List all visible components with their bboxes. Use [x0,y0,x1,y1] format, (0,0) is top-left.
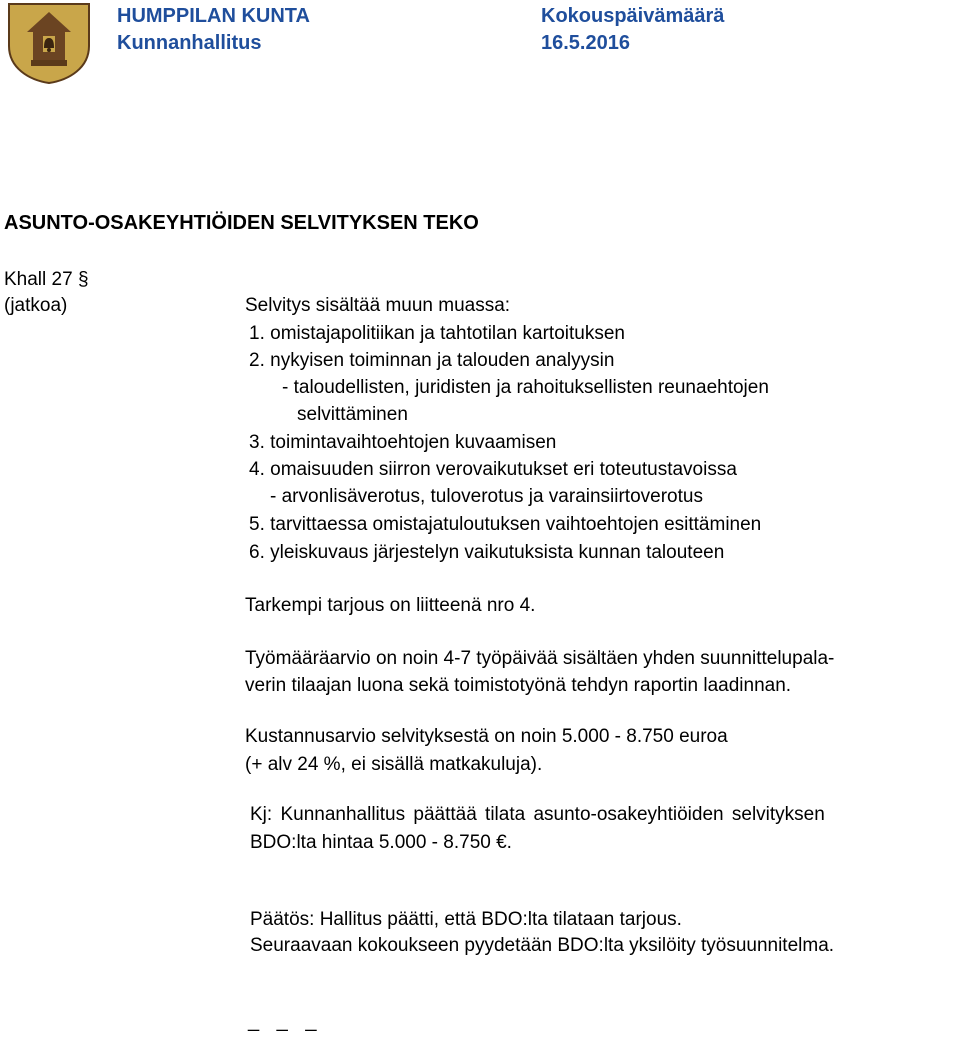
list-item: - taloudellisten, juridisten ja rahoituksellisten reunaehtojen [282,377,769,398]
intro-text: Selvitys sisältää muun muassa: [245,295,511,316]
offer-note: Tarkempi tarjous on liitteenä nro 4. [245,595,536,616]
meeting-date-label: Kokouspäivämäärä [541,5,725,27]
list-item: 5. tarvittaessa omistajatuloutuksen vaihtoehtojen esittäminen [249,514,762,535]
coat-of-arms-logo [7,2,91,84]
footer-separator: _ _ _ [248,1010,323,1032]
meeting-date: 16.5.2016 [541,32,630,54]
cost-line: (+ alv 24 %, ei sisällä matkakuluja). [245,754,543,775]
proposal-line: BDO:lta hintaa 5.000 - 8.750 €. [250,832,512,853]
list-item: 4. omaisuuden siirron verovaikutukset eri toteutustavoissa [249,459,737,480]
list-item: 3. toimintavaihtoehtojen kuvaamisen [249,432,557,453]
workload-line: verin tilaajan luona sekä toimistotyönä tehdyn raportin laadinnan. [245,675,792,696]
list-item: selvittäminen [297,404,408,425]
list-item: - arvonlisäverotus, tuloverotus ja varainsiirtoverotus [270,486,703,507]
list-item: 6. yleiskuvaus järjestelyn vaikutuksista kunnan talouteen [249,542,725,563]
proposal-line: Kj: Kunnanhallitus päättää tilata asunto-osakeyhtiöiden selvityksen [250,804,825,825]
continued-note: (jatkoa) [4,295,68,316]
decision-line: Päätös: Hallitus päätti, että BDO:lta tilataan tarjous. [250,909,682,930]
board-name: Kunnanhallitus [117,32,262,54]
workload-line: Työmääräarvio on noin 4-7 työpäivää sisältäen yhden suunnittelupala- [245,648,835,669]
document-title: ASUNTO-OSAKEYHTIÖIDEN SELVITYKSEN TEKO [4,212,479,234]
organization-name: HUMPPILAN KUNTA [117,5,310,27]
cost-line: Kustannusarvio selvityksestä on noin 5.000 - 8.750 euroa [245,726,728,747]
list-item: 1. omistajapolitiikan ja tahtotilan kartoituksen [249,323,625,344]
list-item: 2. nykyisen toiminnan ja talouden analyysin [249,350,615,371]
decision-line: Seuraavaan kokoukseen pyydetään BDO:lta yksilöity työsuunnitelma. [250,935,835,956]
section-reference: Khall 27 § [4,269,89,290]
